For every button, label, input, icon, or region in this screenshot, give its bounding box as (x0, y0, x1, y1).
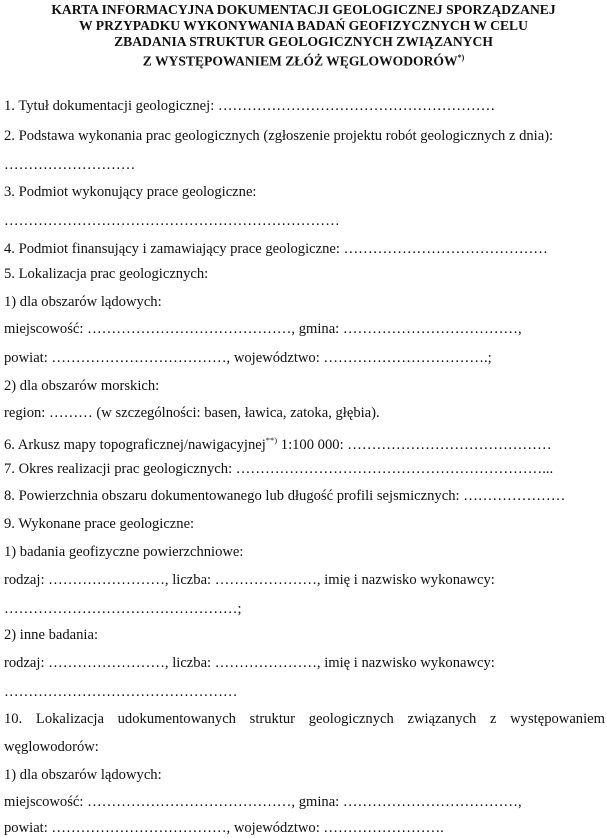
field-9-other-contractor: ………………………………………… (4, 684, 238, 700)
document-title (0, 2, 607, 70)
field-9-geophysics-contractor: …………………………………………; (4, 601, 242, 617)
field-10-word: geologicznych (308, 711, 394, 727)
title-line: ZBADANIA STRUKTUR GEOLOGICZNYCH ZWIĄZANYCH (114, 34, 493, 49)
field-1-title: 1. Tytuł dokumentacji geologicznej: ………………………………………………… (4, 98, 496, 114)
field-10-word: udokumentowanych (117, 711, 236, 727)
field-9-works: 9. Wykonane prace geologiczne: (4, 516, 195, 532)
field-10-word: 10. (4, 711, 23, 727)
field-9-geophysics-heading: 1) badania geofizyczne powierzchniowe: (4, 544, 244, 560)
field-5-land-locality: miejscowość: ……………………………………, gmina: ………………………………, (4, 321, 522, 337)
field-10-land-county: powiat: ………………………………, województwo: ……………………. (4, 820, 444, 836)
field-9-geophysics-type: rodzaj: ……………………, liczba: …………………, imię i nazwisko wykonawcy: (4, 572, 495, 588)
field-5-location: 5. Lokalizacja prac geologicznych: (4, 266, 209, 282)
footnote-marker: **) (265, 435, 278, 445)
field-10-word: występowaniem (510, 711, 605, 727)
field-5-sea-region: region: ……… (w szczególności: basen, ławica, zatoka, głębia). (4, 405, 380, 421)
field-3-contractor: 3. Podmiot wykonujący prace geologiczne: (4, 184, 257, 200)
field-10-word: Lokalizacja (35, 711, 104, 727)
field-10-structures (4, 710, 605, 728)
field-10-land-heading: 1) dla obszarów lądowych: (4, 767, 162, 783)
field-5-land-heading: 1) dla obszarów lądowych: (4, 294, 162, 310)
title-line (0, 50, 607, 70)
title-line: W PRZYPADKU WYKONYWANIA BADAŃ GEOFIZYCZNYCH W CELU (79, 18, 528, 33)
field-2-basis: 2. Podstawa wykonania prac geologicznych (zgłoszenie projektu robót geologicznych z dnia): (4, 128, 554, 144)
field-6-label: 6. Arkusz mapy topograficznej/nawigacyjnej (4, 436, 266, 453)
field-9-other-type: rodzaj: ……………………, liczba: …………………, imię i nazwisko wykonawcy: (4, 655, 495, 671)
field-6-scale: 1:100 000: …………………………………… (277, 436, 552, 453)
field-7-period: 7. Okres realizacji prac geologicznych: ………………………………………………………... (4, 461, 554, 477)
field-10-word: związanych (407, 711, 477, 727)
field-10-word: struktur (249, 711, 296, 727)
field-6-map-sheet (4, 431, 552, 454)
title-line: KARTA INFORMACYJNA DOKUMENTACJI GEOLOGICZNEJ SPORZĄDZANEJ (51, 2, 556, 17)
field-5-sea-heading: 2) dla obszarów morskich: (4, 378, 160, 394)
field-8-area: 8. Powierzchnia obszaru dokumentowanego lub długość profili sejsmicznych: ………………… (4, 488, 566, 504)
field-9-other-heading: 2) inne badania: (4, 627, 99, 643)
field-5-land-county: powiat: ………………………………, województwo: …………………………….; (4, 350, 492, 366)
field-10-structures-cont: węglowodorów: (4, 739, 99, 755)
field-2-basis-value: ……………………… (4, 157, 136, 173)
field-4-financier: 4. Podmiot finansujący i zamawiający prace geologiczne: …………………………………… (4, 241, 548, 257)
field-10-word: z (490, 711, 497, 727)
field-3-contractor-value: …………………………………………………………… (4, 213, 340, 229)
field-10-land-locality: miejscowość: ……………………………………, gmina: ………………………………, (4, 794, 522, 810)
title-footnote-marker: *) (457, 53, 465, 62)
title-line-text: Z WYSTĘPOWANIEM ZŁÓŻ WĘGLOWODORÓW (142, 53, 458, 69)
